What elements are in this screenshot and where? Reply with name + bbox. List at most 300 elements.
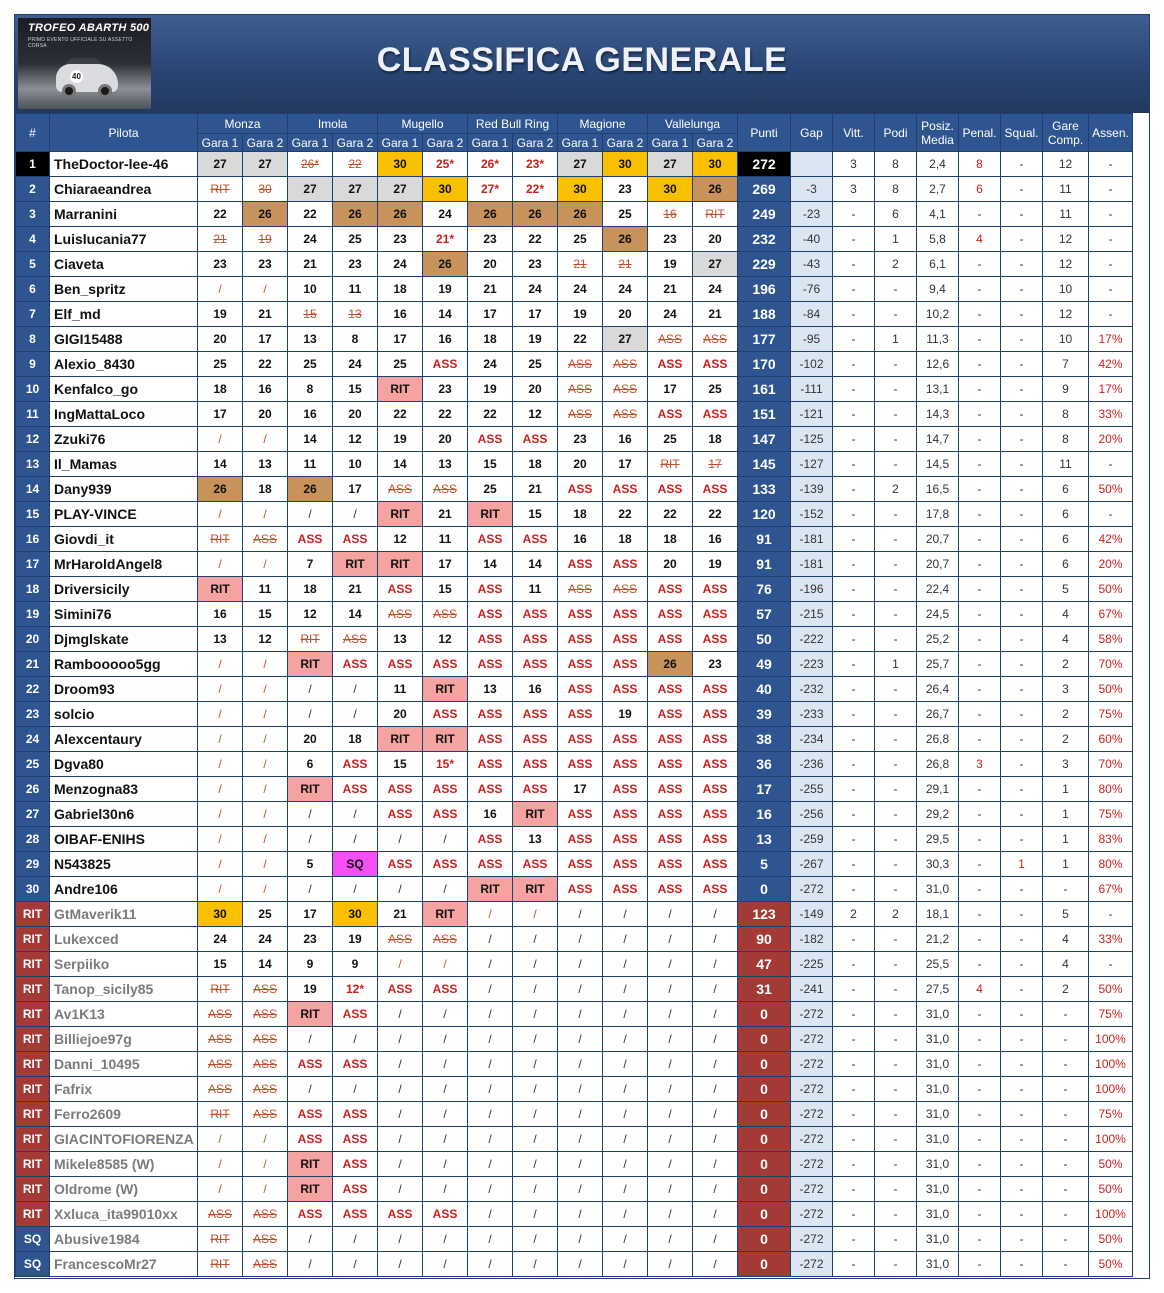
race-result-cell: 15	[423, 577, 468, 602]
avg-position-cell: 31,0	[917, 1052, 959, 1077]
race-result-cell: /	[243, 727, 288, 752]
race-result-cell: 24	[288, 227, 333, 252]
wins-cell: -	[833, 252, 875, 277]
race-result-cell: 14	[198, 452, 243, 477]
pilot-name: IngMattaLoco	[50, 402, 198, 427]
position-cell: RIT	[16, 977, 50, 1002]
points-cell: 151	[738, 402, 791, 427]
race-result-cell: ASS	[693, 352, 738, 377]
race-result-cell: 17	[423, 552, 468, 577]
race-result-cell: ASS	[333, 752, 378, 777]
races-completed-cell: 12	[1043, 152, 1089, 177]
race-result-cell: RIT	[198, 527, 243, 552]
race-result-cell: 26	[378, 202, 423, 227]
penalties-cell: -	[959, 1252, 1001, 1277]
race-result-cell: /	[513, 1127, 558, 1152]
race-result-cell: /	[333, 1227, 378, 1252]
race-result-cell: ASS	[423, 477, 468, 502]
points-cell: 38	[738, 727, 791, 752]
race-result-cell: /	[558, 1102, 603, 1127]
position-cell: 24	[16, 727, 50, 752]
race-result-cell: ASS	[603, 602, 648, 627]
avg-position-cell: 31,0	[917, 877, 959, 902]
race-result-cell: /	[558, 1002, 603, 1027]
absences-cell: 80%	[1089, 852, 1133, 877]
absences-cell: 60%	[1089, 727, 1133, 752]
penalties-cell: -	[959, 1227, 1001, 1252]
race-result-cell: ASS	[603, 352, 648, 377]
race-result-cell: 21	[333, 577, 378, 602]
race-result-cell: 24	[693, 277, 738, 302]
races-completed-cell: -	[1043, 1202, 1089, 1227]
race-result-cell: /	[333, 677, 378, 702]
race-result-cell: 25	[333, 227, 378, 252]
race-result-cell: 24	[378, 252, 423, 277]
position-cell: 17	[16, 552, 50, 577]
avg-position-cell: 17,8	[917, 502, 959, 527]
table-row	[16, 702, 1133, 727]
race-result-cell: /	[648, 1002, 693, 1027]
race-result-cell: 22	[558, 327, 603, 352]
points-cell: 120	[738, 502, 791, 527]
gap-cell: -102	[791, 352, 833, 377]
penalties-cell: 6	[959, 177, 1001, 202]
col-header-track: Vallelunga	[648, 114, 738, 134]
gap-cell: -181	[791, 552, 833, 577]
gap-cell: -272	[791, 1177, 833, 1202]
table-row	[16, 977, 1133, 1002]
race-result-cell: /	[243, 1177, 288, 1202]
dsq-cell: -	[1001, 627, 1043, 652]
race-result-cell: ASS	[693, 852, 738, 877]
header-banner	[15, 15, 1149, 113]
race-result-cell: 18	[558, 502, 603, 527]
race-result-cell: 16	[468, 802, 513, 827]
race-result-cell: /	[603, 1152, 648, 1177]
points-cell: 5	[738, 852, 791, 877]
race-result-cell: ASS	[198, 1077, 243, 1102]
col-header-race: Gara 1	[288, 134, 333, 152]
race-result-cell: ASS	[378, 652, 423, 677]
race-result-cell: 18	[198, 377, 243, 402]
race-result-cell: ASS	[693, 827, 738, 852]
gap-cell: -196	[791, 577, 833, 602]
absences-cell: 70%	[1089, 652, 1133, 677]
wins-cell: -	[833, 577, 875, 602]
races-completed-cell: 11	[1043, 177, 1089, 202]
table-row	[16, 777, 1133, 802]
race-result-cell: 19	[558, 302, 603, 327]
race-result-cell: 18	[513, 452, 558, 477]
penalties-cell: -	[959, 1027, 1001, 1052]
race-result-cell: ASS	[378, 927, 423, 952]
race-result-cell: 23	[513, 252, 558, 277]
race-result-cell: ASS	[513, 727, 558, 752]
race-result-cell: 11	[333, 277, 378, 302]
wins-cell: -	[833, 602, 875, 627]
dsq-cell: -	[1001, 752, 1043, 777]
race-result-cell: ASS	[693, 802, 738, 827]
race-result-cell: /	[243, 677, 288, 702]
wins-cell: -	[833, 1252, 875, 1277]
wins-cell: -	[833, 1177, 875, 1202]
race-result-cell: /	[693, 1027, 738, 1052]
races-completed-cell: -	[1043, 1102, 1089, 1127]
points-cell: 0	[738, 1102, 791, 1127]
position-cell: 6	[16, 277, 50, 302]
penalties-cell: -	[959, 902, 1001, 927]
points-cell: 229	[738, 252, 791, 277]
wins-cell: -	[833, 777, 875, 802]
race-result-cell: 13	[513, 827, 558, 852]
pilot-name: Xxluca_ita99010xx	[50, 1202, 198, 1227]
position-cell: 5	[16, 252, 50, 277]
race-result-cell: 20	[558, 452, 603, 477]
race-result-cell: 19	[693, 552, 738, 577]
race-result-cell: /	[513, 1202, 558, 1227]
race-result-cell: ASS	[423, 1202, 468, 1227]
position-cell: 11	[16, 402, 50, 427]
table-row	[16, 277, 1133, 302]
race-result-cell: /	[603, 1177, 648, 1202]
race-result-cell: /	[558, 902, 603, 927]
race-result-cell: 19	[243, 227, 288, 252]
race-result-cell: ASS	[333, 652, 378, 677]
absences-cell: 42%	[1089, 352, 1133, 377]
race-result-cell: /	[243, 852, 288, 877]
avg-position-cell: 27,5	[917, 977, 959, 1002]
points-cell: 133	[738, 477, 791, 502]
pilot-name: Oldrome (W)	[50, 1177, 198, 1202]
race-result-cell: /	[288, 1077, 333, 1102]
race-result-cell: ASS	[423, 702, 468, 727]
race-result-cell: 13	[423, 452, 468, 477]
race-result-cell: /	[198, 777, 243, 802]
podiums-cell: -	[875, 927, 917, 952]
col-header-track: Magione	[558, 114, 648, 134]
logo-subtitle: PRIMO EVENTO UFFICIALE SU ASSETTO CORSA	[28, 37, 133, 49]
avg-position-cell: 31,0	[917, 1127, 959, 1152]
race-result-cell: 16	[378, 302, 423, 327]
race-result-cell: /	[648, 1152, 693, 1177]
points-cell: 0	[738, 1077, 791, 1102]
race-result-cell: 16	[243, 377, 288, 402]
avg-position-cell: 16,5	[917, 477, 959, 502]
race-result-cell: ASS	[198, 1052, 243, 1077]
pilot-name: GIACINTOFIORENZA	[50, 1127, 198, 1152]
gap-cell: -222	[791, 627, 833, 652]
race-result-cell: 19	[288, 977, 333, 1002]
col-header-track: Imola	[288, 114, 378, 134]
race-result-cell: 26	[603, 227, 648, 252]
table-row	[16, 1127, 1133, 1152]
race-result-cell: /	[423, 1177, 468, 1202]
race-result-cell: /	[198, 1177, 243, 1202]
podiums-cell: -	[875, 552, 917, 577]
race-result-cell: ASS	[288, 1202, 333, 1227]
pilot-name: Dany939	[50, 477, 198, 502]
races-completed-cell: 12	[1043, 252, 1089, 277]
race-result-cell: /	[693, 1152, 738, 1177]
race-result-cell: RIT	[513, 877, 558, 902]
race-result-cell: 24	[603, 277, 648, 302]
pilot-name: Mikele8585 (W)	[50, 1152, 198, 1177]
race-result-cell: /	[378, 1077, 423, 1102]
race-result-cell: 6	[288, 752, 333, 777]
col-header-race: Gara 1	[198, 134, 243, 152]
race-result-cell: /	[603, 1052, 648, 1077]
race-result-cell: /	[558, 1077, 603, 1102]
race-result-cell: /	[693, 1052, 738, 1077]
col-header-avg-pos: Posiz. Media	[917, 114, 959, 152]
race-result-cell: 23	[243, 252, 288, 277]
podiums-cell: 1	[875, 227, 917, 252]
absences-cell: 50%	[1089, 477, 1133, 502]
race-result-cell: /	[513, 1052, 558, 1077]
gap-cell: -76	[791, 277, 833, 302]
race-result-cell: /	[648, 952, 693, 977]
race-result-cell: 10	[333, 452, 378, 477]
race-result-cell: ASS	[468, 627, 513, 652]
race-result-cell: 23	[558, 427, 603, 452]
position-cell: 27	[16, 802, 50, 827]
race-result-cell: /	[288, 827, 333, 852]
dsq-cell: -	[1001, 827, 1043, 852]
race-result-cell: ASS	[423, 802, 468, 827]
races-completed-cell: 4	[1043, 952, 1089, 977]
podiums-cell: 2	[875, 902, 917, 927]
races-completed-cell: 12	[1043, 227, 1089, 252]
position-cell: RIT	[16, 902, 50, 927]
race-result-cell: /	[513, 902, 558, 927]
race-result-cell: 14	[243, 952, 288, 977]
race-result-cell: /	[378, 1027, 423, 1052]
race-result-cell: /	[423, 1127, 468, 1152]
pilot-name: Menzogna83	[50, 777, 198, 802]
avg-position-cell: 9,4	[917, 277, 959, 302]
pilot-name: Rambooooo5gg	[50, 652, 198, 677]
race-result-cell: 23	[378, 227, 423, 252]
race-result-cell: /	[648, 1077, 693, 1102]
absences-cell: 33%	[1089, 402, 1133, 427]
race-result-cell: 8	[288, 377, 333, 402]
race-result-cell: /	[243, 702, 288, 727]
wins-cell: -	[833, 377, 875, 402]
wins-cell: -	[833, 927, 875, 952]
race-result-cell: /	[558, 1252, 603, 1277]
table-row	[16, 1052, 1133, 1077]
dsq-cell: -	[1001, 252, 1043, 277]
race-result-cell: ASS	[648, 777, 693, 802]
race-result-cell: ASS	[603, 552, 648, 577]
race-result-cell: /	[243, 877, 288, 902]
dsq-cell: -	[1001, 352, 1043, 377]
race-result-cell: /	[558, 927, 603, 952]
pilot-name: FrancescoMr27	[50, 1252, 198, 1277]
race-result-cell: 22	[333, 152, 378, 177]
races-completed-cell: 4	[1043, 602, 1089, 627]
race-result-cell: ASS	[468, 752, 513, 777]
race-result-cell: 26*	[468, 152, 513, 177]
race-result-cell: ASS	[243, 1002, 288, 1027]
race-result-cell: /	[198, 1152, 243, 1177]
points-cell: 47	[738, 952, 791, 977]
race-result-cell: 16	[423, 327, 468, 352]
position-cell: RIT	[16, 1002, 50, 1027]
dsq-cell: -	[1001, 1027, 1043, 1052]
race-result-cell: ASS	[513, 627, 558, 652]
race-result-cell: /	[243, 427, 288, 452]
table-row	[16, 552, 1133, 577]
penalties-cell: -	[959, 702, 1001, 727]
podiums-cell: 1	[875, 327, 917, 352]
race-result-cell: RIT	[288, 1152, 333, 1177]
podiums-cell: -	[875, 802, 917, 827]
race-result-cell: ASS	[468, 602, 513, 627]
race-result-cell: ASS	[603, 377, 648, 402]
dsq-cell: -	[1001, 977, 1043, 1002]
race-result-cell: /	[648, 1127, 693, 1152]
table-row	[16, 902, 1133, 927]
race-result-cell: 18	[288, 577, 333, 602]
races-completed-cell: 7	[1043, 352, 1089, 377]
avg-position-cell: 29,1	[917, 777, 959, 802]
race-result-cell: ASS	[333, 1152, 378, 1177]
race-result-cell: 22	[423, 402, 468, 427]
race-result-cell: /	[558, 1152, 603, 1177]
absences-cell: 50%	[1089, 1177, 1133, 1202]
race-result-cell: ASS	[333, 1052, 378, 1077]
race-result-cell: 20	[468, 252, 513, 277]
podiums-cell: -	[875, 1227, 917, 1252]
race-result-cell: 19	[603, 702, 648, 727]
table-row	[16, 352, 1133, 377]
avg-position-cell: 2,4	[917, 152, 959, 177]
race-result-cell: 27	[603, 327, 648, 352]
race-result-cell: 23	[468, 227, 513, 252]
race-result-cell: /	[243, 752, 288, 777]
race-result-cell: ASS	[648, 577, 693, 602]
race-result-cell: 17	[558, 777, 603, 802]
race-result-cell: 25	[468, 477, 513, 502]
race-result-cell: ASS	[513, 652, 558, 677]
race-result-cell: 24	[243, 927, 288, 952]
race-result-cell: 16	[198, 602, 243, 627]
race-result-cell: /	[378, 1177, 423, 1202]
race-result-cell: ASS	[468, 777, 513, 802]
race-result-cell: /	[198, 677, 243, 702]
race-result-cell: 27	[243, 152, 288, 177]
gap-cell: -121	[791, 402, 833, 427]
race-result-cell: 21	[423, 502, 468, 527]
race-result-cell: /	[423, 952, 468, 977]
race-result-cell: 22	[243, 352, 288, 377]
pilot-name: Djmglskate	[50, 627, 198, 652]
race-result-cell: 16	[288, 402, 333, 427]
race-result-cell: 18	[648, 527, 693, 552]
race-result-cell: 25	[378, 352, 423, 377]
race-result-cell: /	[333, 1027, 378, 1052]
race-result-cell: /	[468, 952, 513, 977]
race-result-cell: ASS	[468, 527, 513, 552]
race-result-cell: 24	[333, 352, 378, 377]
race-result-cell: 14	[333, 602, 378, 627]
position-cell: 22	[16, 677, 50, 702]
race-result-cell: 17	[378, 327, 423, 352]
race-result-cell: RIT	[423, 677, 468, 702]
race-result-cell: /	[423, 1052, 468, 1077]
race-result-cell: 25	[198, 352, 243, 377]
pilot-name: GtMaverik11	[50, 902, 198, 927]
race-result-cell: 23*	[513, 152, 558, 177]
race-result-cell: 19	[648, 252, 693, 277]
races-completed-cell: 2	[1043, 977, 1089, 1002]
wins-cell: -	[833, 1077, 875, 1102]
race-result-cell: ASS	[558, 477, 603, 502]
absences-cell: -	[1089, 227, 1133, 252]
absences-cell: 50%	[1089, 977, 1133, 1002]
avg-position-cell: 25,5	[917, 952, 959, 977]
penalties-cell: -	[959, 652, 1001, 677]
penalties-cell: -	[959, 1077, 1001, 1102]
table-row	[16, 527, 1133, 552]
table-row	[16, 1002, 1133, 1027]
points-cell: 0	[738, 1202, 791, 1227]
dsq-cell: -	[1001, 277, 1043, 302]
race-result-cell: ASS	[423, 602, 468, 627]
dsq-cell: -	[1001, 602, 1043, 627]
race-result-cell: ASS	[558, 577, 603, 602]
points-cell: 232	[738, 227, 791, 252]
races-completed-cell: 2	[1043, 702, 1089, 727]
race-result-cell: ASS	[693, 327, 738, 352]
col-header-track: Monza	[198, 114, 288, 134]
race-result-cell: 18	[693, 427, 738, 452]
race-result-cell: ASS	[243, 1052, 288, 1077]
podiums-cell: 8	[875, 152, 917, 177]
race-result-cell: ASS	[648, 852, 693, 877]
position-cell: 12	[16, 427, 50, 452]
race-result-cell: 12	[423, 627, 468, 652]
podiums-cell: -	[875, 752, 917, 777]
dsq-cell: -	[1001, 177, 1043, 202]
car-number-badge: 40	[70, 70, 83, 83]
col-header-absences: Assen.	[1089, 114, 1133, 152]
race-result-cell: 30	[243, 177, 288, 202]
race-result-cell: /	[468, 1102, 513, 1127]
race-result-cell: ASS	[603, 627, 648, 652]
avg-position-cell: 21,2	[917, 927, 959, 952]
pilot-name: Fafrix	[50, 1077, 198, 1102]
race-result-cell: /	[558, 977, 603, 1002]
race-result-cell: 22	[648, 502, 693, 527]
race-result-cell: 24	[468, 352, 513, 377]
race-result-cell: ASS	[558, 652, 603, 677]
points-cell: 0	[738, 1002, 791, 1027]
race-result-cell: 13	[198, 627, 243, 652]
race-result-cell: ASS	[378, 802, 423, 827]
position-cell: 21	[16, 652, 50, 677]
penalties-cell: -	[959, 527, 1001, 552]
race-result-cell: /	[693, 1102, 738, 1127]
race-result-cell: 21	[378, 902, 423, 927]
race-result-cell: ASS	[648, 352, 693, 377]
race-result-cell: 19	[378, 427, 423, 452]
position-cell: RIT	[16, 1177, 50, 1202]
avg-position-cell: 6,1	[917, 252, 959, 277]
race-result-cell: /	[468, 977, 513, 1002]
race-result-cell: 21	[558, 252, 603, 277]
